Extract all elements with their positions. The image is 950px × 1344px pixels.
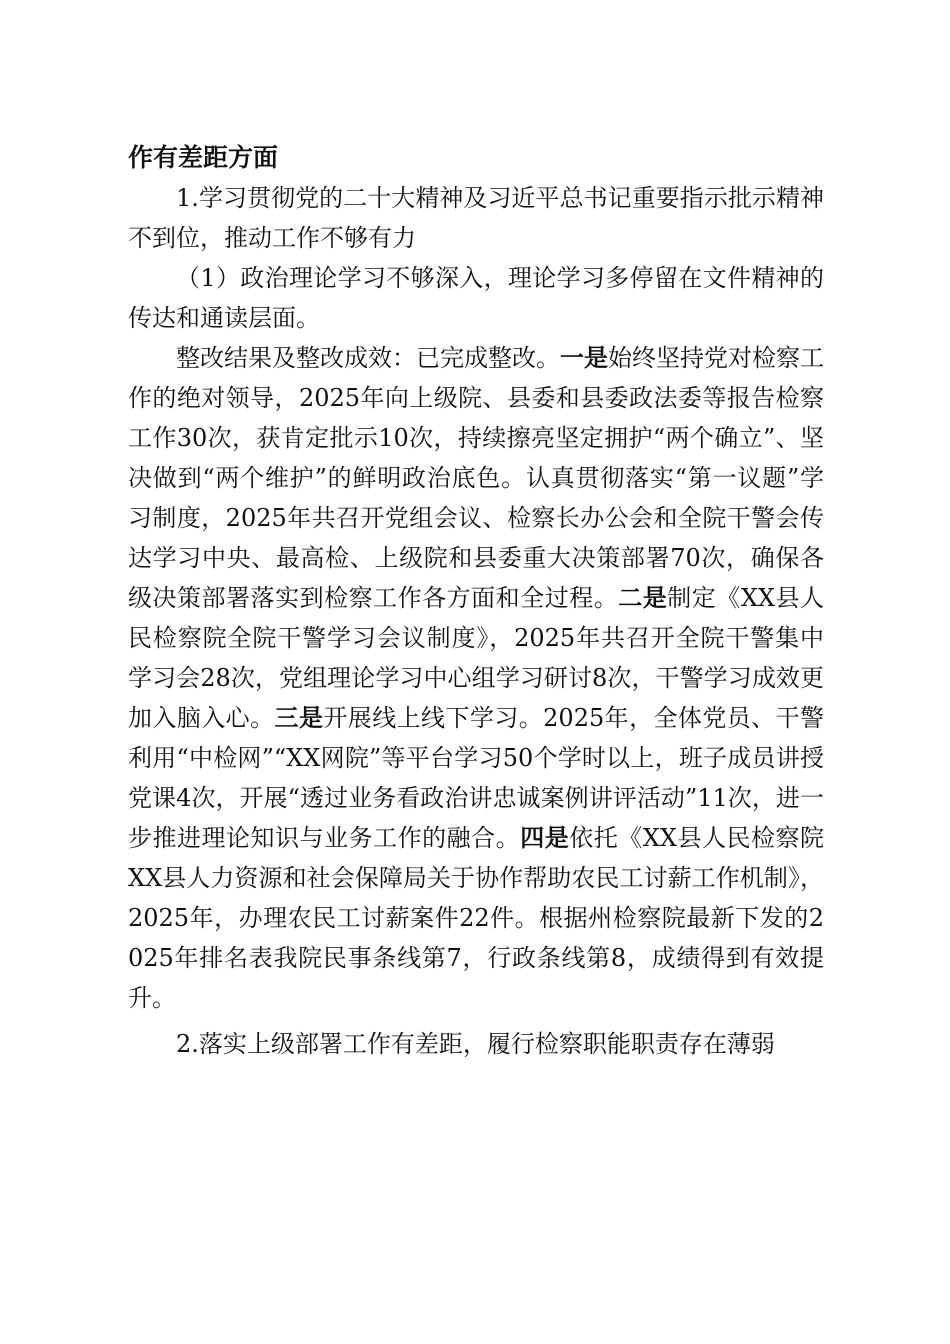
item-2-title: 2.落实上级部署工作有差距，履行检察职能职责存在薄弱 [176, 1030, 775, 1058]
section-heading: 作有差距方面 [128, 143, 279, 172]
sub-item-1: （1）政治理论学习不够深入，理论学习多停留在文件精神的传达和通读层面。 [128, 264, 824, 332]
result-text-1: 始终坚持党对检察工作的绝对领导，2025年向上级院、县委和县委政法委等报告检察工作30次，获肯定批示10次，持续擦亮坚定拥护“两个确立”、坚决做到“两个维护”的鲜明政治底色。认真贯彻落实“第一议题”学习制度，2025年共召开党组会议、检察长办公会和全院干警会传达学习中央、最高检、上级院和县委重大决策部署70次，确保各级决策部署落实到检察工作各方面和全过程。 [128, 344, 824, 612]
result-intro: 整改结果及整改成效：已完成整改。 [176, 344, 560, 372]
document-page [128, 138, 824, 1064]
keyword-3: 三是 [274, 703, 324, 732]
keyword-4: 四是 [520, 823, 570, 852]
result-text-2: 制定《XX县人民检察院全院干警学习会议制度》，2025年共召开全院干警集中学习会28次，党组理论学习中心组学习研讨8次，干警学习成效更加入脑入心。 [128, 584, 825, 732]
keyword-1: 一是 [560, 343, 608, 372]
result-text-3: 开展线上线下学习。2025年，全体党员、干警利用“中检网”“XX网院”等平台学习50个学时以上，班子成员讲授党课4次，开展“透过业务看政治讲忠诚案例讲评活动”11次，进一步推进理论知识与业务工作的融合。 [128, 704, 825, 852]
result-text-4: 依托《XX县人民检察院 XX县人力资源和社会保障局关于协作帮助农民工讨薪工作机制》，2025年，办理农民工讨薪案件22件。根据州检察院最新下发的2025年排名表我院民事条线第7，行政条线第8，成绩得到有效提升。 [128, 824, 825, 1012]
keyword-2: 二是 [618, 583, 668, 612]
rectification-result-paragraph [128, 338, 824, 1018]
item-1-title: 1.学习贯彻党的二十大精神及习近平总书记重要指示批示精神不到位，推动工作不够有力 [128, 184, 824, 252]
